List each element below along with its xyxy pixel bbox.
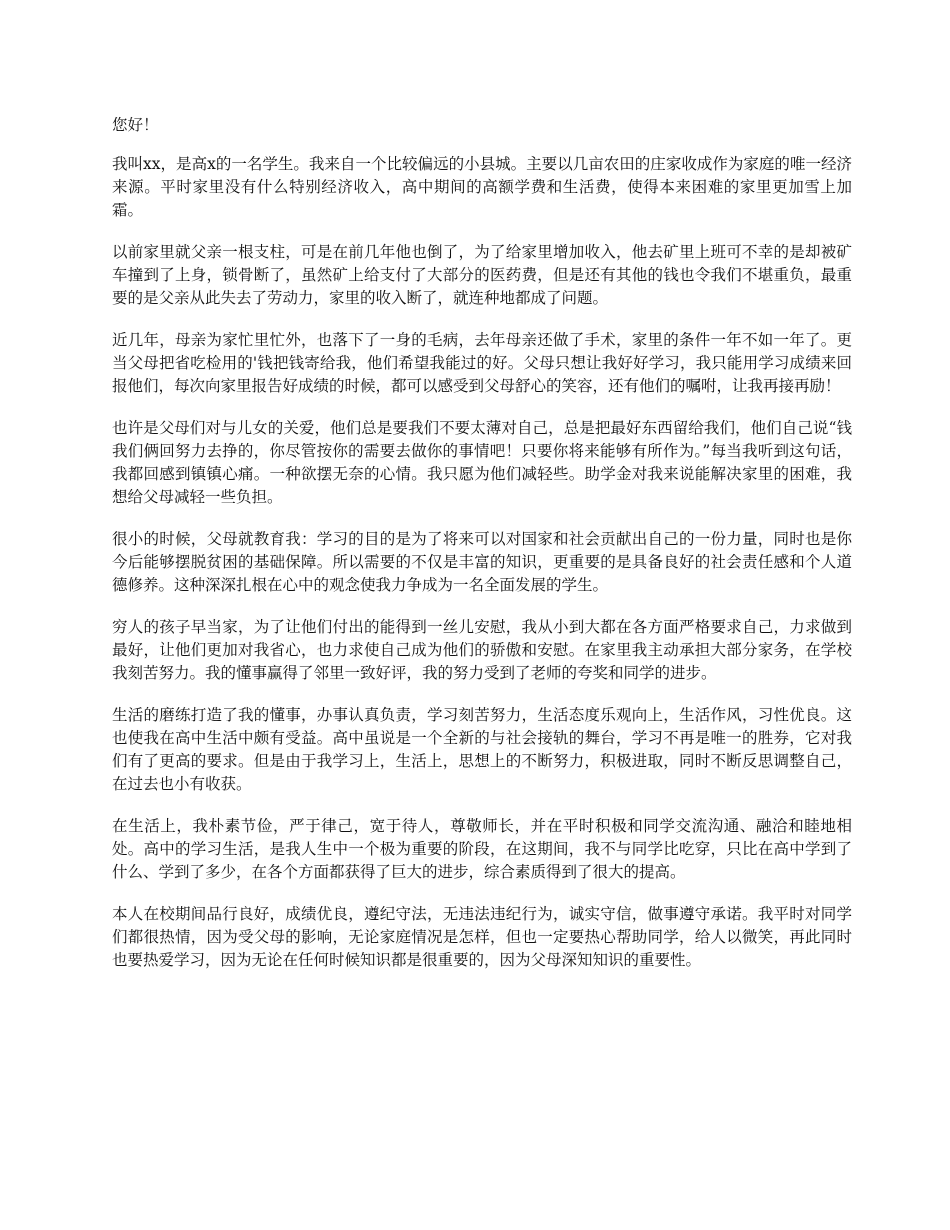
paragraph-4: 也许是父母们对与儿女的关爱，他们总是要我们不要太薄对自己，总是把最好东西留给我们，他们自己说“钱我们俩回努力去挣的，你尽管按你的需要去做你的事情吧！只要你将来能够有所作为。”每当我听到这句话，我都回感到镇镇心痛。一种欲摆无奈的心情。我只愿为他们减轻些。助学金对我来说能解决家里的困难，我想给父母减轻一些负担。 <box>112 419 852 506</box>
greeting: 您好！ <box>112 116 159 134</box>
document-body <box>112 114 852 991</box>
paragraph-7: 生活的磨练打造了我的懂事，办事认真负责，学习刻苦努力，生活态度乐观向上，生活作风，习性优良。这也使我在高中生活中颇有受益。高中虽说是一个全新的与社会接轨的舞台，学习不再是唯一的胜券，它对我们有了更高的要求。但是由于我学习上，生活上，思想上的不断努力，积极进取，同时不断反思调整自己，在过去也小有收获。 <box>112 706 852 793</box>
paragraph-2: 以前家里就父亲一根支柱，可是在前几年他也倒了，为了给家里增加收入，他去矿里上班可不幸的是却被矿车撞到了上身，锁骨断了，虽然矿上给支付了大部分的医药费，但是还有其他的钱也令我们不堪重负，最重要的是父亲从此失去了劳动力，家里的收入断了，就连种地都成了问题。 <box>112 243 852 307</box>
paragraph-8: 在生活上，我朴素节俭，严于律己，宽于待人，尊敬师长，并在平时积极和同学交流沟通、融洽和睦地相处。高中的学习生活，是我人生中一个极为重要的阶段，在这期间，我不与同学比吃穿，只比在高中学到了什么、学到了多少，在各个方面都获得了巨大的进步，综合素质得到了很大的提高。 <box>112 817 852 881</box>
paragraph-5: 很小的时候，父母就教育我：学习的目的是为了将来可以对国家和社会贡献出自己的一份力量，同时也是你今后能够摆脱贫困的基础保障。所以需要的不仅是丰富的知识，更重要的是具备良好的社会责任感和个人道德修养。这种深深扎根在心中的观念使我力争成为一名全面发展的学生。 <box>112 530 852 594</box>
paragraph-3: 近几年，母亲为家忙里忙外，也落下了一身的毛病，去年母亲还做了手术，家里的条件一年不如一年了。更当父母把省吃检用的'钱把钱寄给我，他们希望我能过的好。父母只想让我好好学习，我只能用学习成绩来回报他们，每次向家里报告好成绩的时候，都可以感受到父母舒心的笑容，还有他们的嘱咐，让我再接再励！ <box>112 331 852 395</box>
paragraph-1: 我叫xx，是高x的一名学生。我来自一个比较偏远的小县城。主要以几亩农田的庄家收成作为家庭的唯一经济来源。平时家里没有什么特别经济收入，高中期间的高额学费和生活费，使得本来困难的家里更加雪上加霜。 <box>112 155 852 219</box>
paragraph-9: 本人在校期间品行良好，成绩优良，遵纪守法，无违法违纪行为，诚实守信，做事遵守承诺。我平时对同学们都很热情，因为受父母的影响，无论家庭情况是怎样，但也一定要热心帮助同学，给人以微笑，再此同时也要热爱学习，因为无论在任何时候知识都是很重要的，因为父母深知知识的重要性。 <box>112 905 852 969</box>
paragraph-6: 穷人的孩子早当家，为了让他们付出的能得到一丝儿安慰，我从小到大都在各方面严格要求自己，力求做到最好，让他们更加对我省心，也力求使自己成为他们的骄傲和安慰。在家里我主动承担大部分家务，在学校我刻苦努力。我的懂事赢得了邻里一致好评，我的努力受到了老师的夸奖和同学的进步。 <box>112 618 852 682</box>
